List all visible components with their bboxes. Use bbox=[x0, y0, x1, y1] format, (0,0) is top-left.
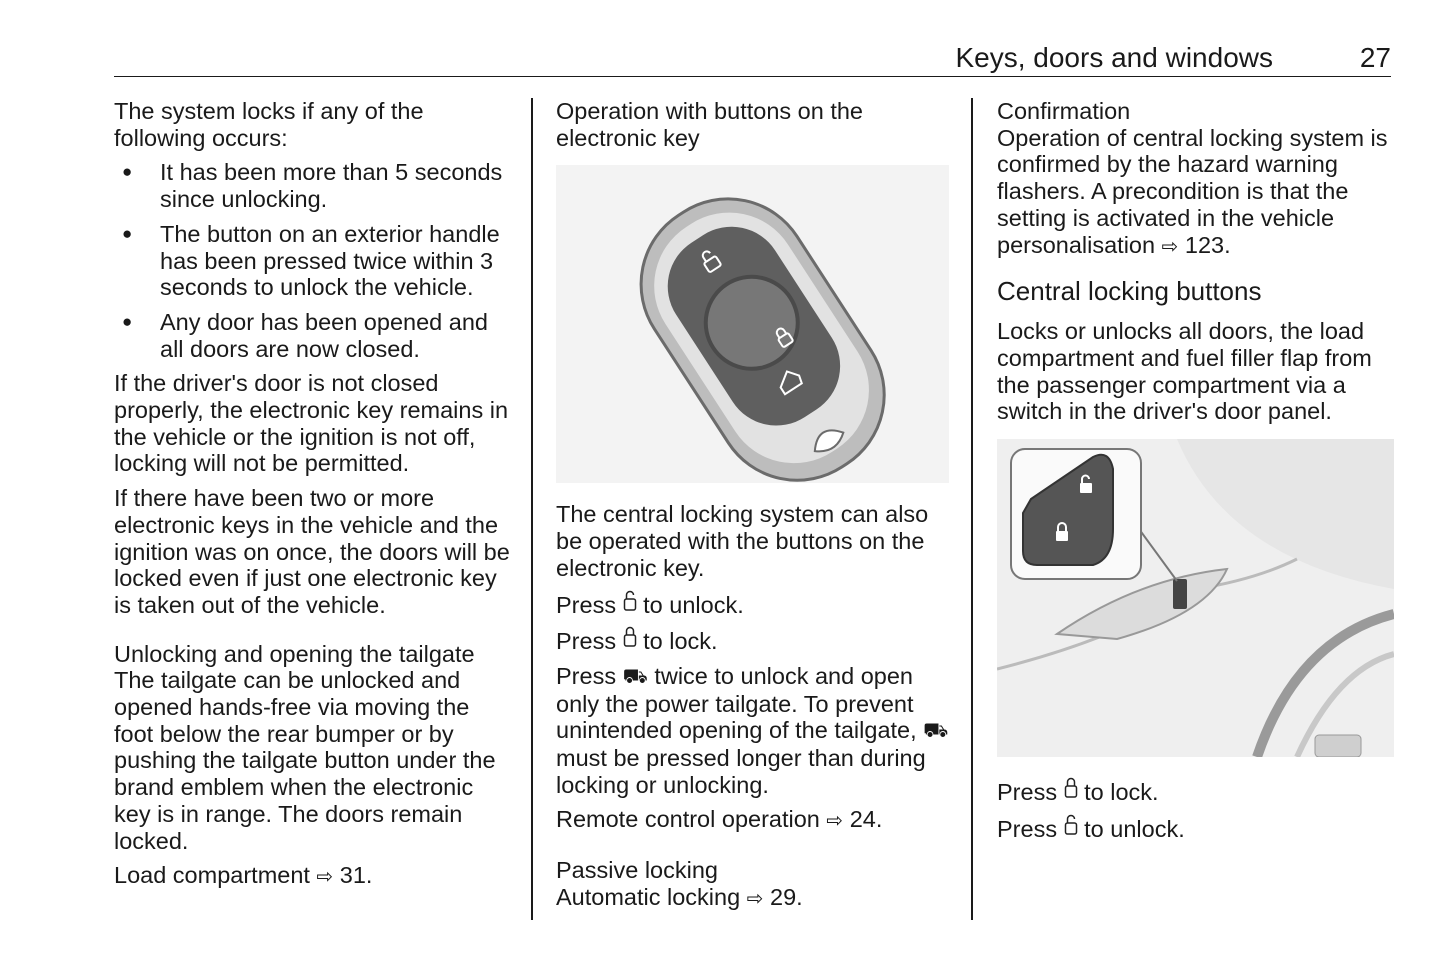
list-item: ● It has been more than 5 seconds since unlocking. bbox=[114, 159, 514, 212]
list-item: ● The button on an exterior handle has been pressed twice within 3 seconds to unlock the vehicle. bbox=[114, 221, 514, 301]
automatic-locking-reference[interactable] bbox=[556, 884, 952, 913]
tailgate-instruction-cont: must be pressed longer than during locking or unlocking. bbox=[556, 745, 926, 798]
press-label: Press bbox=[556, 628, 617, 655]
reference-text: Load compartment bbox=[114, 862, 310, 889]
press-action: to unlock. bbox=[643, 591, 744, 618]
passive-locking-heading: Passive locking bbox=[556, 857, 718, 884]
lock-icon bbox=[623, 626, 637, 648]
press-action: to unlock. bbox=[1084, 815, 1185, 842]
cross-reference-arrow-icon: ⇨ bbox=[826, 810, 844, 833]
tailgate-press-paragraph bbox=[556, 663, 952, 799]
confirmation-body: Operation of central locking system is confirmed by the hazard warning flashers. A precondition is that the setting is activated in the vehicle personalisation bbox=[997, 124, 1388, 258]
press-action: to lock. bbox=[643, 628, 718, 655]
list-item: ● Any door has been opened and all doors are now closed. bbox=[114, 309, 514, 362]
press-label: Press bbox=[556, 591, 617, 618]
tailgate-heading: Unlocking and opening the tailgate bbox=[114, 640, 475, 667]
press-label: Press bbox=[556, 662, 617, 689]
press-label: Press bbox=[997, 815, 1058, 842]
column-middle bbox=[556, 98, 952, 921]
reference-text: Automatic locking bbox=[556, 883, 741, 910]
lock-conditions-list bbox=[114, 159, 514, 362]
press-lock-line bbox=[997, 777, 1391, 806]
section-title: Keys, doors and windows bbox=[955, 42, 1273, 73]
tailgate-icon: ⛟ bbox=[622, 665, 648, 688]
page-number: 27 bbox=[1359, 42, 1391, 73]
unlock-icon bbox=[1064, 814, 1078, 836]
electronic-key-illustration bbox=[556, 165, 949, 483]
paragraph-key-buttons: The central locking system can also be operated with the buttons on the electronic key. bbox=[556, 501, 929, 581]
central-locking-buttons-text: Locks or unlocks all doors, the load compartment and fuel filler flap from the passenger compartment via a switch in the driver's door panel. bbox=[997, 318, 1372, 425]
tailgate-text: The tailgate can be unlocked and opened hands-free via moving the foot below the rear bumper or by pushing the tailgate button under the brand emblem when the electronic key is in range. The doors remain locked. bbox=[114, 667, 496, 854]
confirmation-text bbox=[997, 125, 1391, 261]
column-left bbox=[114, 98, 514, 899]
column-divider bbox=[971, 98, 973, 920]
reference-text: Remote control operation bbox=[556, 806, 820, 833]
central-locking-buttons-heading: Central locking buttons bbox=[997, 276, 1262, 307]
lock-icon bbox=[1064, 777, 1078, 799]
press-lock-line bbox=[556, 626, 952, 655]
reference-page: 31. bbox=[339, 862, 373, 889]
press-unlock-line bbox=[997, 814, 1391, 843]
press-action: to lock. bbox=[1084, 779, 1159, 806]
tailgate-icon: ⛟ bbox=[923, 720, 949, 743]
paragraph-two-keys: If there have been two or more electronic keys in the vehicle and the ignition was on once, the doors will be locked even if just one electronic key is taken out of the vehicle. bbox=[114, 485, 510, 618]
reference-page: 24. bbox=[849, 806, 883, 833]
tailgate-instruction: twice to unlock and open only the power tailgate. To prevent unintended opening of the tailgate, bbox=[556, 662, 917, 744]
column-divider bbox=[531, 98, 533, 920]
intro-text: The system locks if any of the following occurs: bbox=[114, 98, 424, 151]
reference-page: 29. bbox=[770, 883, 803, 910]
door-panel-illustration bbox=[997, 439, 1394, 757]
remote-control-reference[interactable] bbox=[556, 806, 952, 835]
press-label: Press bbox=[997, 779, 1058, 806]
key-buttons-heading: Operation with buttons on the electronic key bbox=[556, 98, 864, 151]
column-right bbox=[997, 98, 1391, 850]
page-header bbox=[114, 38, 1391, 77]
cross-reference-arrow-icon: ⇨ bbox=[316, 866, 334, 889]
paragraph-driver-door: If the driver's door is not closed properly, the electronic key remains in the vehicle or the ignition is not off, locking will not be permitted. bbox=[114, 370, 509, 477]
cross-reference-arrow-icon: ⇨ bbox=[1161, 235, 1179, 258]
cross-reference-arrow-icon: ⇨ bbox=[746, 887, 764, 910]
unlock-icon bbox=[623, 590, 637, 612]
load-compartment-reference[interactable] bbox=[114, 862, 514, 891]
press-unlock-line bbox=[556, 590, 952, 619]
confirmation-heading: Confirmation bbox=[997, 98, 1131, 124]
reference-page[interactable]: 123. bbox=[1184, 231, 1231, 258]
